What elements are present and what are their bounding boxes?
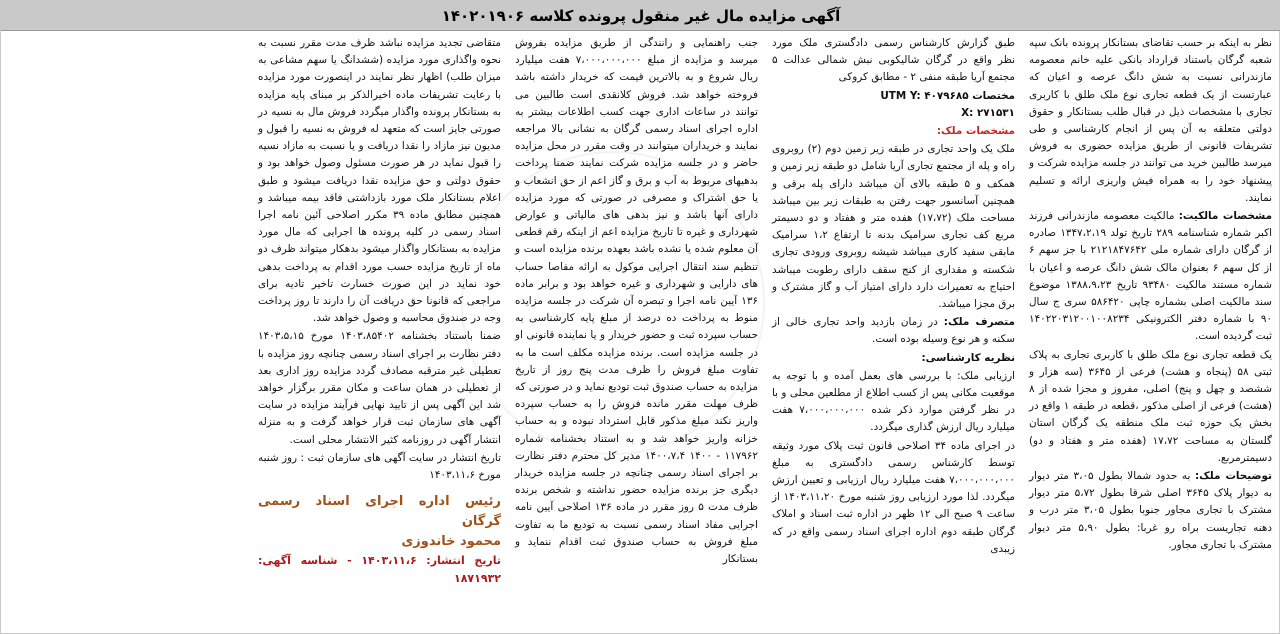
occupant-label: متصرف ملک: bbox=[943, 316, 1015, 329]
parcel-paragraph: یک قطعه تجاری نوع ملک طلق با کاربری تجاری به پلاک ثبتی ۵۸ (پنجاه و هشت) فرعی از ۳۶۴۵ (سه هزار و ششصد و چهل و پنج) اصلی، مفروز و مجزا شده از ۸ (هشت) فرعی از اصلی مذکور ،قطعه در طبقه ۱ واقع در بخش یک حوزه ثبت ملک منطقه یک گرگان استان گلستان به مساحت ۱۷،۷۲ (هفده متر و هفتاد و دو) دسیمترمربع. bbox=[1029, 348, 1272, 464]
signatory-office: رئیس اداره اجرای اسناد رسمی گرگان bbox=[258, 494, 501, 530]
property-description-text: به حدود شمالا بطول ۳،۰۵ متر دیوار به دیوار پلاک ۳۶۴۵ اصلی شرقا بطول ۵،۷۲ متر دیوار مشترک با تجاری مجاور جنوبا بطول ۳،۰۵ متر درب و دهنه تجاریست براه رو غربا: بطول ۵،۹۰ متر دیوار مشترک با تجاری مجاور. bbox=[1029, 470, 1272, 551]
notice-title: آگهی مزایده مال غیر منقول پرونده کلاسه ۱۴۰۲۰۱۹۰۶ bbox=[1, 1, 1280, 31]
site-publish-date: تاریخ انتشار در سایت آگهی های سازمان ثبت : روز شنبه مورخ ۱۴۰۳،۱۱،۶ bbox=[258, 451, 501, 482]
signature-block bbox=[258, 492, 501, 588]
circular-paragraph: ضمنا باستناد بخشنامه ۱۴۰۳،۸۵۴۰۲ مورخ ۱۴۰۳،۵،۱۵ دفتر نظارت بر اجرای اسناد رسمی چنانچه روز مزایده با تعطیلی غیر مترقبه مصادف گردد مزایده روز اداری بعد از تعطیلی در همان ساعت و مکان مقرر برگزار خواهد شد این آگهی پس از تایید نهایی فرآیند مزایده در سایت آگهی های سازمان ثبت قرار خواهد گرفت و به منزله انتشار آگهی در روزنامه کثیر الانتشار محلی است. bbox=[258, 330, 501, 446]
property-description-paragraph bbox=[1029, 468, 1272, 554]
property-specs-heading: مشخصات ملک: bbox=[936, 125, 1015, 138]
utm-label: مختصات UTM bbox=[880, 89, 1015, 102]
publication-info: تاریخ انتشار: ۱۴۰۳،۱۱،۶ - شناسه آگهی: ۱۸۷۱۹۳۲ bbox=[258, 554, 502, 586]
auction-date-paragraph: در اجرای ماده ۳۴ اصلاحی قانون ثبت پلاک مورد وثیقه توسط کارشناس رسمی دادگستری به مبلغ ۷،۰۰۰،۰۰۰،۰۰۰ هفت میلیارد ریال ارزیابی و تعیین ارزش میگردد. لذا مورد ارزیابی روز شنبه مورخ ۱۴۰۳،۱۱،۲۰ از ساعت ۹ صبح الی ۱۲ ظهر در اداره ثبت اسناد و املاک گرگان طبقه دوم اداره اجرای اسناد رسمی واقع در که زیبدی bbox=[772, 439, 1015, 555]
auction-terms-paragraph: جنب راهنمایی و رانندگی از طریق مزایده بفروش میرسد و مزایده از مبلغ ۷،۰۰۰،۰۰۰،۰۰۰ هفت میلیارد ریال شروع و به بالاترین قیمت که خریدار داشته باشد فروخته خواهد شد. فروش کلانقدی است طالبین می توانند در ساعات اداری جهت کسب اطلاعات بیشتر به اداره اجرای اسناد رسمی گرگان به نشانی بالا مراجعه نمایند و خریداران میتوانند در وقت مقرر در محل مزایده حاضر و در جلسه مزایده شرکت نمایند ضمنا پرداخت بدهیهای مربوط به آب و برق و گاز اعم از حق انشعاب و یا حق اشتراک و مصرفی در صورتی که مورد مزایده دارای آنها باشد و نیز بدهی های مالیاتی و عوارض شهرداری و غیره تا تاریخ مزایده اعم از اینکه رقم قطعی آن معلوم شده یا نشده باشد بعهده برنده مزایده است و تنظیم سند انتقال اجرایی موکول به ارائه مفاصا حساب های دارایی و شهرداری و غیره خواهد بود و برابر ماده ۱۳۶ آیین نامه اجرا و تبصره آن شرکت در جلسه مزایده منوط به پرداخت ده درصد از مبلغ پایه کارشناسی به حساب سپرده ثبت و حضور خریدار و یا نماینده قانونی او در جلسه مزایده است. برنده مزایده مکلف است ما به تفاوت مبلغ فروش را ظرف مدت پنج روز از تاریخ مزایده به حساب صندوق ثبت تودیع نماید و در صورتی که ظرف مهلت مقرر مانده فروش را به حساب سپرده واریز نکند مبلغ مذکور قابل استرداد نبوده و به حساب خزانه واریز خواهد شد و به استناد بخشنامه شماره ۱۱۷۹۶۲ - ۱۴۰۰ ۱۴۰۰،۷،۴ مدیر کل محترم دفتر نظارت بر اجرای اسناد رسمی چنانچه در جلسه مزایده خریدار دیگری جز برنده مزایده حضور نداشته و شخص برنده ظرف مدت ۵ روز مقرر در ماده ۱۳۶ اصلاحی آیین نامه اجرایی مفاد اسناد رسمی نسبت به تودیع ما به تفاوت مبلغ فروش به حساب صندوق ثبت اقدام ننماید و بستانکار bbox=[515, 37, 759, 566]
ownership-paragraph bbox=[1029, 208, 1272, 346]
column-4 bbox=[255, 35, 504, 631]
column-2 bbox=[769, 35, 1018, 631]
property-description-label: توضیحات ملک: bbox=[1195, 470, 1272, 483]
signatory-name: محمود خاندوزی bbox=[401, 534, 501, 550]
property-specs-paragraph: ملک یک واحد تجاری در طبقه زیر زمین دوم (۲) روبروی راه و پله از مجتمع تجاری آریا شامل دو طبقه زیر زمین و همکف و ۵ طبقه بالای آن میباشد دارای پله برقی و همچنین آسانسور جهت رفتن به طبقات زیر بین میباشد مساحت ملک (۱۷،۷۲) هفده متر و هفتاد و دو دسیمتر مربع کف تجاری سرامیک بدنه تا ارتفاع ۱،۲ سرامیک مابقی سفید کاری میباشد شیشه روبروی ورودی تجاری شکسته و مقداری از کنج سقف دارای رطوبت میباشد احتیاج به تعمیرات دارد دارای امتیاز آب و گاز مشترک و برق مجزا میباشد. bbox=[772, 143, 1015, 311]
valuation-paragraph: ارزیابی ملک: با بررسی های بعمل آمده و با توجه به موقعیت مکانی پس از کسب اطلاع از مطلعین محلی و با در نظر گرفتن موارد ذکر شده ۷،۰۰۰،۰۰۰،۰۰۰ هفت میلیارد ریال ارزش گذاری میگردد. bbox=[772, 369, 1015, 434]
ownership-text: مالکیت معصومه مازندرانی فرزند اکبر شماره شناسنامه ۲۸۹ تاریخ تولد ۱۳۴۷،۲،۱۹ صادره از گرگان دارای شماره ملی ۲۱۲۱۸۴۷۶۴۲ با جز سهم ۶ از کل سهم ۶ بعنوان مالک شش دانگ عرصه و اعیان با شماره مستند مالکیت ۹۳۴۸۰ تاریخ ۱۳۸۸،۹،۲۳ موضوع سند مالکیت اصلی بشماره چاپی ۵۸۶۴۲۰ سری ج سال ۹۰ با شماره دفتر الکترونیکی ۱۴۰۲۲۰۳۱۲۰۰۱۰۰۸۲۳۴ ثبت گردیده است. bbox=[1029, 210, 1272, 343]
utm-x: X: ۲۷۱۵۳۱ bbox=[961, 106, 1015, 119]
intro-paragraph: نظر به اینکه بر حسب تقاضای بستانکار پرونده بانک سپه شعبه گرگان باستناد قرارداد بانکی علیه خانم معصومه مازندرانی نسبت به شش دانگ عرصه و اعیان که عبارتست از یک قطعه تجاری نوع ملک طلق با کاربری تجاری با مشخصات ذیل در قبال طلب بستانکار و حقوق دولتی متعلقه به آن پس از انجام کارشناسی و طی تشریفات قانونی از طریق مزایده حضوری به فروش میرسد طالبین خرید می توانند در جلسه مزایده شرکت و پیشنهاد خود را به همراه فیش واریزی ارائه و تسلیم نمایند. bbox=[1029, 37, 1272, 204]
occupant-paragraph bbox=[772, 314, 1015, 348]
column-1 bbox=[1026, 35, 1275, 631]
utm-coordinates bbox=[772, 88, 1015, 122]
transfer-terms-paragraph: متقاضی تجدید مزایده نباشد ظرف مدت مقرر نسبت به نحوه واگذاری مورد مزایده (ششدانگ یا سهم مشاعی به میزان طلب) اظهار نظر نمایند در اینصورت مورد مزایده با رعایت تشریفات ماده اخیرالذکر بر مبنای پایه مزایده به بستانکار پرونده واگذار میگردد فروش مال به نسیه در صورتی جایز است که متعهد له فروش به نسیه را قبول و مدیون نیز مازاد را نقدا دریافت و یا نسبت به مازاد نسیه را قبول نماید در هر صورت مسئول وصول خواهد بود و حقوق دولتی و حق مزایده نقدا دریافت میشود و طبق اعلام بستانکار ملک مورد بازداشتی فاقد بیمه میباشد و همچنین مطابق ماده ۳۹ مکرر اصلاحی آئین نامه اجرا اسناد رسمی در کلیه پرونده ها اجرایی که مال مورد مزایده به بستانکار واگذار میشود بدهکار میتواند ظرف دو ماه از تاریخ مزایده حسب مورد اقدام به پرداخت بدهی خود نماید در این صورت خسارت تاخیر تادیه برای مراجعی که قانونا حق دریافت آن را دارند تا روز پرداخت وجه در صندوق محاسبه و وصول خواهد شد. bbox=[258, 37, 501, 325]
expert-report-paragraph: طبق گزارش کارشناس رسمی دادگستری ملک مورد نظر واقع در گرگان شالیکوبی نبش شمالی عدالت ۵ مجتمع آریا طبقه منفی ۲ - مطابق کروکی bbox=[772, 37, 1015, 84]
utm-y: Y: ۴۰۷۹۶۸۵ bbox=[909, 89, 969, 102]
notice-columns bbox=[7, 35, 1275, 631]
expert-opinion-heading: نظریه کارشناسی: bbox=[921, 351, 1015, 364]
column-3 bbox=[512, 35, 761, 631]
occupant-text: در زمان بازدید واحد تجاری خالی از سکنه و هر نوع وسیله بوده است. bbox=[772, 316, 1015, 346]
ownership-label: مشخصات مالکیت: bbox=[1178, 210, 1273, 223]
